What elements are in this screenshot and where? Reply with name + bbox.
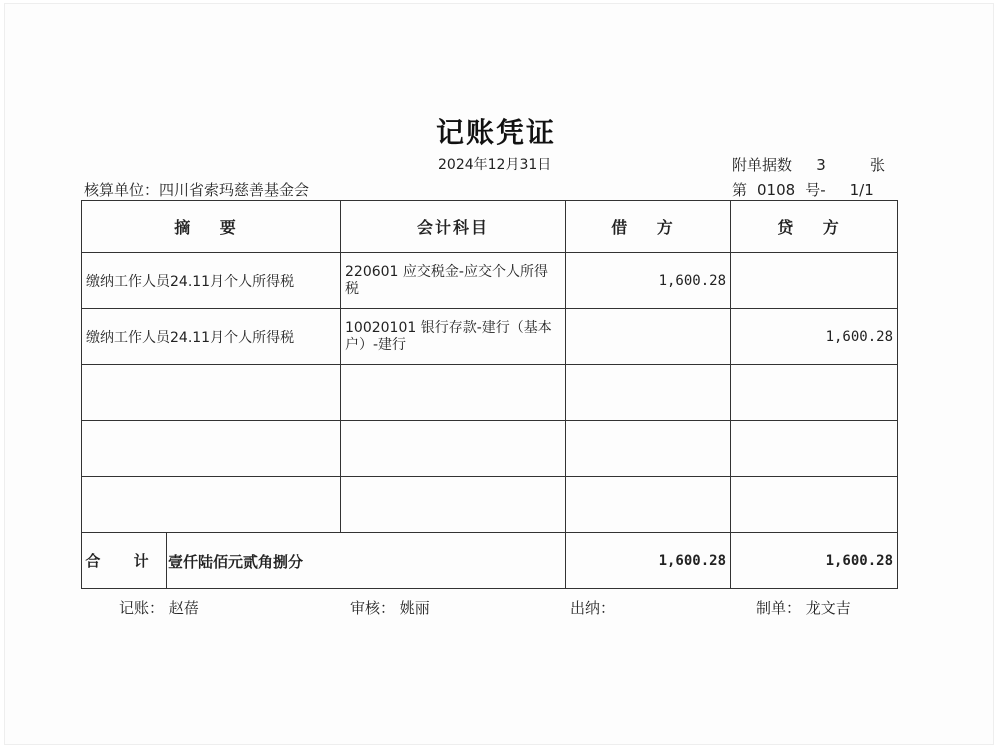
voucher-suffix: 号- xyxy=(805,181,826,199)
accounting-unit-label: 核算单位： xyxy=(84,181,160,199)
header-summary: 摘 要 xyxy=(82,201,341,253)
total-credit: 1,600.28 xyxy=(731,533,898,589)
row-debit: 1,600.28 xyxy=(566,253,731,309)
row-credit: 1,600.28 xyxy=(731,309,898,365)
row-debit xyxy=(566,365,731,421)
row-summary xyxy=(82,477,341,533)
voucher-prefix: 第 xyxy=(732,181,748,199)
reviewer: 审核： 姚丽 xyxy=(350,599,430,617)
preparer: 制单： 龙文吉 xyxy=(756,599,851,617)
row-summary xyxy=(82,365,341,421)
row-account xyxy=(341,477,566,533)
row-credit xyxy=(731,421,898,477)
cashier: 出纳： xyxy=(570,599,616,617)
bookkeeper: 记账： 赵蓓 xyxy=(119,599,199,617)
total-cell xyxy=(82,533,566,589)
row-account xyxy=(341,365,566,421)
voucher-table xyxy=(81,200,898,589)
total-label: 合 计 xyxy=(82,533,167,588)
row-summary: 缴纳工作人员24.11月个人所得税 xyxy=(82,309,341,365)
table-header-row xyxy=(82,201,898,253)
table-row xyxy=(82,477,898,533)
attachments-label: 附单据数 xyxy=(732,156,793,174)
row-credit xyxy=(731,253,898,309)
total-debit: 1,600.28 xyxy=(566,533,731,589)
row-credit xyxy=(731,365,898,421)
row-summary: 缴纳工作人员24.11月个人所得税 xyxy=(82,253,341,309)
attachments-count xyxy=(732,154,885,175)
row-debit xyxy=(566,421,731,477)
total-in-words: 壹仟陆佰元贰角捌分 xyxy=(168,553,304,571)
voucher-sheet xyxy=(4,3,994,745)
header-credit: 贷 方 xyxy=(731,201,898,253)
table-row xyxy=(82,365,898,421)
voucher-no: 0108 xyxy=(757,181,796,199)
row-debit xyxy=(566,477,731,533)
accounting-unit-name: 四川省索玛慈善基金会 xyxy=(159,181,310,199)
voucher-page: 1/1 xyxy=(849,181,874,199)
table-row xyxy=(82,421,898,477)
header-debit: 借 方 xyxy=(566,201,731,253)
table-row xyxy=(82,253,898,309)
voucher-number xyxy=(732,179,874,200)
row-account: 220601 应交税金-应交个人所得税 xyxy=(341,253,566,309)
row-credit xyxy=(731,477,898,533)
header-account: 会计科目 xyxy=(341,201,566,253)
table-row xyxy=(82,309,898,365)
row-account: 10020101 银行存款-建行（基本户）-建行 xyxy=(341,309,566,365)
row-account xyxy=(341,421,566,477)
attachments-number: 3 xyxy=(816,156,826,174)
row-debit xyxy=(566,309,731,365)
voucher-title: 记账凭证 xyxy=(435,116,556,149)
voucher-date: 2024年12月31日 xyxy=(438,157,552,173)
accounting-unit xyxy=(84,179,309,200)
row-summary xyxy=(82,421,341,477)
attachments-unit: 张 xyxy=(870,156,886,174)
